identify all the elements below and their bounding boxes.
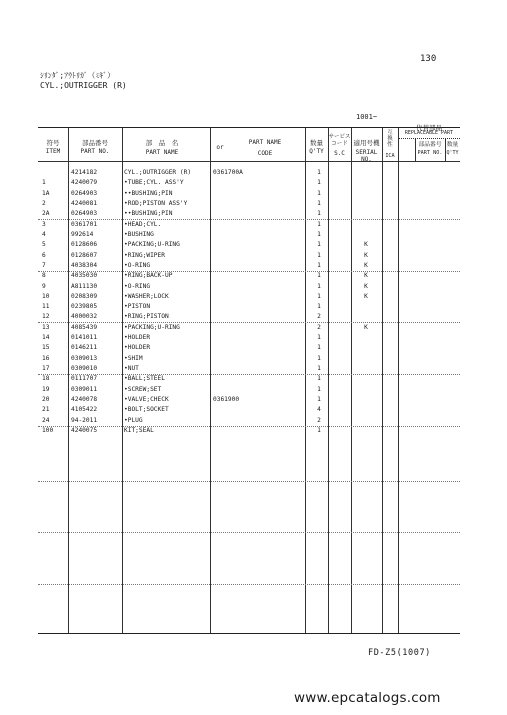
cell-qty: 1: [317, 282, 321, 290]
header-part-no-en: PART NO.: [80, 148, 110, 155]
cell-part-no: 0264903: [71, 210, 98, 218]
cell-part-no: 0141011: [71, 334, 98, 342]
cell-qty: 1: [317, 303, 321, 311]
cell-name: •PACKING;U-RING: [124, 241, 180, 249]
cell-part-no: 4035030: [71, 272, 98, 280]
cell-qty: 1: [317, 251, 321, 259]
cell-qty: 1: [317, 292, 321, 300]
header-item-en: ITEM: [45, 148, 61, 155]
cell-qty: 2: [317, 416, 321, 424]
cell-part-no: 94-2011: [71, 416, 98, 424]
cell-qty: 2: [317, 313, 321, 321]
cell-part-no: 4240075: [71, 427, 98, 434]
cell-qty: 1: [317, 354, 321, 362]
cell-name: •SHIM: [124, 354, 143, 362]
cell-name: KIT;SEAL: [124, 427, 154, 434]
cell-item: 7: [42, 261, 46, 269]
cell-name: •BUSHING: [124, 230, 154, 238]
header-qty-jp: 数量: [310, 139, 323, 147]
cell-part-no: 4240081: [71, 199, 98, 207]
cell-sc: K: [364, 292, 368, 300]
table-row: [38, 271, 460, 281]
cell-qty: 1: [317, 375, 321, 383]
cell-name: •WASHER;LOCK: [124, 292, 169, 300]
cell-part-no: A811130: [71, 282, 98, 290]
cell-part-no: 0128607: [71, 251, 98, 259]
cell-name: •HOLDER: [124, 344, 151, 352]
cell-item: 18: [42, 375, 50, 383]
cell-part-no: 4000032: [71, 313, 98, 321]
cell-part-no: 0309010: [71, 365, 98, 373]
table-row: [38, 426, 460, 436]
title-japanese: ｼﾘﾝﾀﾞ;ｱｳﾄﾘｶﾞ（ﾐｷﾞ）: [40, 71, 115, 80]
cell-qty: 1: [317, 272, 321, 280]
cell-name: CYL.;OUTRIGGER (R): [124, 169, 192, 176]
cell-part-no: 0111707: [71, 375, 98, 383]
table-row: [38, 374, 460, 384]
table-row: [38, 220, 460, 230]
header-rep-qty-en: Q'TY: [446, 150, 459, 156]
cell-part-no: 4240079: [71, 179, 98, 187]
table-row: [38, 230, 460, 240]
table-row: [38, 385, 460, 395]
cell-name: •RING;WIPER: [124, 251, 165, 259]
cell-sc: K: [364, 241, 368, 249]
cell-part-no: 0146211: [71, 344, 98, 352]
cell-part-no: 0264903: [71, 189, 98, 197]
cell-qty: 1: [317, 396, 321, 404]
header-item-jp: 符号: [46, 139, 60, 147]
cell-name: •VALVE;CHECK: [124, 396, 169, 404]
cell-part-no: 4038304: [71, 261, 98, 269]
header-rep-part-no-jp: 部品番号: [418, 142, 442, 148]
cell-part-no: 0239805: [71, 303, 98, 311]
cell-name: •O-RING: [124, 261, 151, 269]
cell-qty: 1: [317, 334, 321, 342]
header-code-en: CODE: [257, 150, 273, 157]
cell-name: •RING;PISTON: [124, 313, 169, 321]
table-row: [38, 312, 460, 322]
header-part-name-code: PART NAME: [248, 139, 282, 146]
cell-sc: K: [364, 323, 368, 331]
cell-qty: 1: [317, 169, 321, 176]
cell-item: 11: [42, 303, 50, 311]
table-row: [38, 209, 460, 219]
cell-part-no: 4085439: [71, 323, 98, 331]
cell-item: 20: [42, 396, 50, 404]
cell-qty: 1: [317, 199, 321, 207]
cell-part-no: 4240078: [71, 396, 98, 404]
cell-code: 0361700A: [213, 169, 243, 176]
cell-name: •ROD;PISTON ASS'Y: [124, 199, 188, 207]
cell-name: •NUT: [124, 365, 139, 373]
cell-item: 13: [42, 323, 50, 331]
table-row: [38, 405, 460, 415]
page-number: 130: [420, 54, 437, 64]
header-ica-en: ICA: [385, 153, 395, 159]
cell-name: •BOLT;SOCKET: [124, 406, 169, 414]
cell-qty: 1: [317, 344, 321, 352]
table-row: [38, 240, 460, 250]
header-ica-jp: 互換性: [387, 130, 393, 148]
table-row: [38, 354, 460, 364]
cell-item: 9: [42, 282, 46, 290]
cell-name: •HOLDER: [124, 334, 151, 342]
cell-item: 24: [42, 416, 50, 424]
title-english: CYL.;OUTRIGGER (R): [40, 81, 127, 90]
table-row: [38, 395, 460, 405]
cell-name: •SCREW;SET: [124, 385, 162, 393]
cell-qty: 1: [317, 220, 321, 228]
header-sc-jp: サービスコード: [328, 134, 351, 147]
table-row: [38, 199, 460, 209]
table-row: [38, 333, 460, 343]
cell-name: •PISTON: [124, 303, 151, 311]
header-replaceable-en: REPLACEABLE PART: [404, 130, 454, 136]
table-row: [38, 292, 460, 302]
cell-code: 0361900: [213, 396, 240, 404]
table-row: [38, 302, 460, 312]
cell-name: •PACKING;U-RING: [124, 323, 180, 331]
cell-item: 3: [42, 220, 46, 228]
cell-item: 1: [42, 179, 46, 187]
table-row: [38, 364, 460, 374]
cell-part-no: 0309011: [71, 385, 98, 393]
header-part-no-jp: 部品番号: [82, 139, 108, 147]
cell-item: 2A: [42, 210, 50, 218]
header-serial-jp: 適用号機: [353, 139, 380, 147]
cell-item: 15: [42, 344, 50, 352]
cell-name: •O-RING: [124, 282, 151, 290]
cell-item: 17: [42, 365, 50, 373]
cell-qty: 1: [317, 189, 321, 197]
cell-item: 16: [42, 354, 50, 362]
cell-part-no: 0128606: [71, 241, 98, 249]
header-serial-en: SERIAL NO.: [355, 149, 378, 163]
table-row: [38, 168, 460, 178]
cell-qty: 1: [317, 230, 321, 238]
table-row: [38, 178, 460, 188]
table-row: [38, 251, 460, 261]
cell-name: •RING;BACK-UP: [124, 272, 173, 280]
cell-name: ••BUSHING;PIN: [124, 189, 173, 197]
table-row: [38, 323, 460, 333]
cell-name: •PLUG: [124, 416, 143, 424]
cell-qty: 4: [317, 406, 321, 414]
cell-item: 10: [42, 292, 50, 300]
cell-sc: K: [364, 272, 368, 280]
cell-qty: 1: [317, 385, 321, 393]
header-rep-part-no-en: PART NO.: [417, 150, 443, 156]
parts-table: [38, 124, 460, 634]
cell-name: •HEAD;CYL.: [124, 220, 162, 228]
cell-name: ••BUSHING;PIN: [124, 210, 173, 218]
watermark: www.epcatalogs.com: [294, 690, 441, 706]
cell-name: •TUBE;CYL. ASS'Y: [124, 179, 184, 187]
cell-item: 8: [42, 272, 46, 280]
cell-sc: K: [364, 282, 368, 290]
cell-qty: 1: [317, 241, 321, 249]
serial-range: 1001~: [356, 113, 378, 121]
cell-sc: K: [364, 261, 368, 269]
cell-item: 19: [42, 385, 50, 393]
cell-qty: 1: [317, 427, 321, 434]
footer-code: FD-Z5(1007): [368, 648, 431, 658]
cell-item: 4: [42, 230, 46, 238]
cell-qty: 1: [317, 365, 321, 373]
cell-part-no: 0361701: [71, 220, 98, 228]
cell-item: 1A: [42, 189, 50, 197]
cell-part-no: 4105422: [71, 406, 98, 414]
table-row: [38, 189, 460, 199]
cell-qty: 1: [317, 179, 321, 187]
header-or: or: [216, 144, 224, 151]
table-row: [38, 261, 460, 271]
header-qty-en: Q'TY: [309, 148, 324, 155]
table-row: [38, 282, 460, 292]
cell-item: 2: [42, 199, 46, 207]
header-rep-qty-jp: 数量: [446, 142, 459, 148]
header-part-name-en: PART NAME: [145, 149, 179, 156]
header-part-name-jp: 部 品 名: [145, 139, 179, 147]
header-replaceable-jp: 代替部品: [416, 124, 442, 132]
table-row: [38, 416, 460, 426]
cell-name: •BALL;STEEL: [124, 375, 165, 383]
cell-item: 14: [42, 334, 50, 342]
cell-item: 6: [42, 251, 46, 259]
cell-item: 100: [42, 427, 54, 434]
cell-qty: 1: [317, 210, 321, 218]
cell-qty: 2: [317, 323, 321, 331]
header-sc-en: S.C: [334, 150, 345, 157]
cell-part-no: 992614: [71, 230, 94, 238]
table-row: [38, 343, 460, 353]
cell-part-no: 0309013: [71, 354, 98, 362]
cell-sc: K: [364, 251, 368, 259]
cell-item: 12: [42, 313, 50, 321]
cell-part-no: 4214182: [71, 169, 98, 176]
cell-qty: 1: [317, 261, 321, 269]
cell-item: 5: [42, 241, 46, 249]
cell-item: 21: [42, 406, 50, 414]
cell-part-no: 0208309: [71, 292, 98, 300]
